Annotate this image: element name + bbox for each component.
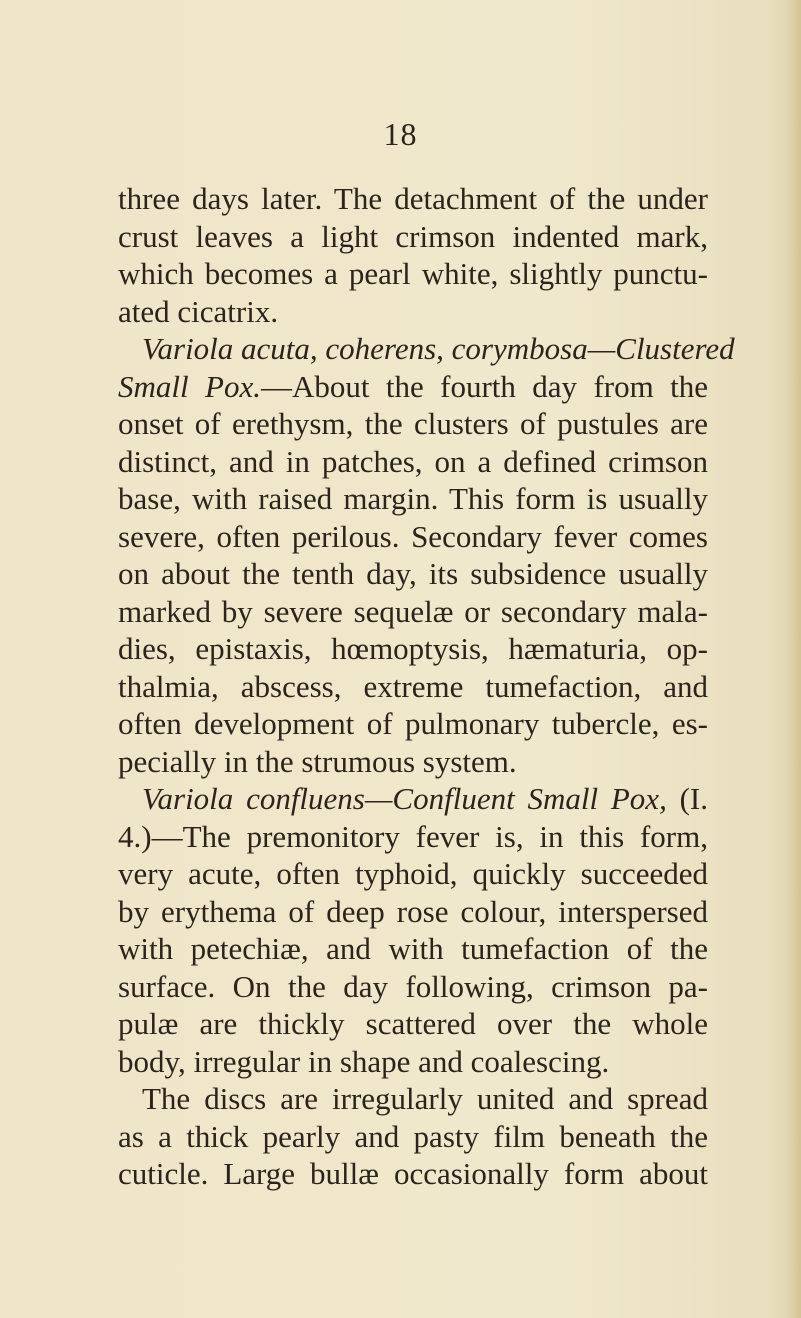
text-line: three days later. The detachment of the under [118, 181, 708, 216]
text-fragment: —About the fourth day from the [260, 368, 708, 404]
text-line: base, with raised margin. This form is usually [118, 481, 708, 516]
page-edge-shadow [787, 0, 801, 1318]
text-line: pecially in the strumous system. [118, 743, 517, 779]
section-heading-cont: Small Pox. [118, 368, 261, 404]
text-line: onset of erethysm, the clusters of pustules are [118, 406, 708, 441]
text-line: 4.)—The premonitory fever is, in this form, [118, 818, 708, 854]
text-line: ated cicatrix. [118, 293, 279, 329]
section-heading: Variola acuta, coherens, corymbosa—Clustered [142, 331, 735, 366]
text-line: The discs are irregularly united and spread [142, 1081, 708, 1116]
text-line: cuticle. Large bullæ occasionally form about [118, 1156, 708, 1191]
text-line: thalmia, abscess, extreme tumefaction, and [118, 668, 708, 704]
text-line: body, irregular in shape and coalescing. [118, 1043, 610, 1079]
text-line: marked by severe sequelæ or secondary mala- [118, 593, 708, 629]
page-number: 18 [383, 116, 418, 152]
text-line: by erythema of deep rose colour, interspersed [118, 893, 708, 929]
text-line: very acute, often typhoid, quickly succeeded [118, 856, 708, 891]
text-line: surface. On the day following, crimson pa- [118, 968, 708, 1004]
text-fragment: (I. [679, 781, 709, 816]
text-line [118, 780, 708, 818]
text-line: severe, often perilous. Secondary fever comes [118, 518, 708, 554]
text-line: pulæ are thickly scattered over the whole [118, 1006, 708, 1041]
text-line: on about the tenth day, its subsidence usually [118, 556, 708, 591]
text-line: crust leaves a light crimson indented mark, [118, 218, 708, 254]
section-heading: Variola confluens—Confluent Small Pox, [142, 781, 667, 816]
text-line: which becomes a pearl white, slightly punctu- [118, 256, 708, 291]
text-line: often development of pulmonary tubercle, es- [118, 706, 708, 741]
body-text [118, 180, 735, 1193]
text-line: dies, epistaxis, hœmoptysis, hæmaturia, op- [118, 631, 708, 666]
text-line: as a thick pearly and pasty film beneath the [118, 1118, 708, 1154]
text-line: distinct, and in patches, on a defined crimson [118, 443, 708, 479]
text-line: with petechiæ, and with tumefaction of the [118, 931, 708, 966]
text-line [118, 368, 708, 406]
